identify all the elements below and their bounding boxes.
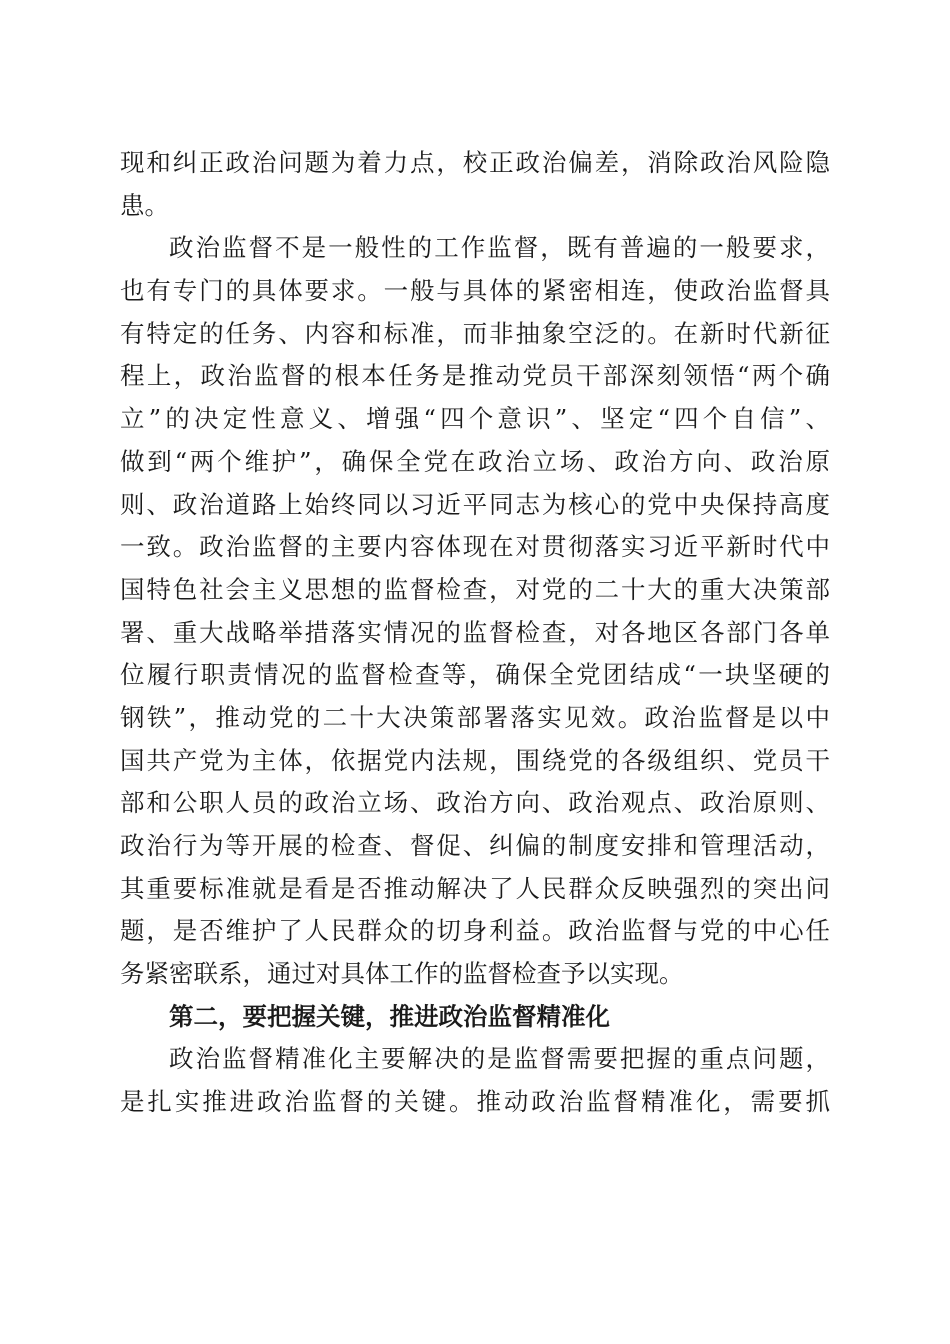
text-line: 也有专门的具体要求。一般与具体的紧密相连，使政治监督具 xyxy=(120,276,830,306)
text-line: 政治行为等开展的检查、督促、纠偏的制度安排和管理活动， xyxy=(120,831,830,860)
text-line: 一致。政治监督的主要内容体现在对贯彻落实习近平新时代中 xyxy=(120,532,830,562)
text-line: 务紧密联系，通过对具体工作的监督检查予以实现。 xyxy=(120,959,684,989)
text-line: 部和公职人员的政治立场、政治方向、政治观点、政治原则、 xyxy=(120,788,830,818)
text-line: 程上，政治监督的根本任务是推动党员干部深刻领悟“两个确 xyxy=(120,361,830,391)
body-text xyxy=(120,142,830,1124)
text-line: 有特定的任务、内容和标准，而非抽象空泛的。在新时代新征 xyxy=(120,318,830,348)
text-line: 位履行职责情况的监督检查等，确保全党团结成“一块坚硬的 xyxy=(120,660,830,690)
text-line: 则、政治道路上始终同以习近平同志为核心的党中央保持高度 xyxy=(120,489,830,519)
paragraph-first-line: 政治监督不是一般性的工作监督，既有普遍的一般要求， xyxy=(169,233,830,263)
text-line: 立”的决定性意义、增强“四个意识”、坚定“四个自信”、 xyxy=(120,404,830,434)
paragraph-first-line: 政治监督精准化主要解决的是监督需要把握的重点问题， xyxy=(169,1044,830,1074)
text-line: 其重要标准就是看是否推动解决了人民群众反映强烈的突出问 xyxy=(120,873,830,903)
text-line: 国特色社会主义思想的监督检查，对党的二十大的重大决策部 xyxy=(120,574,830,604)
text-line: 是扎实推进政治监督的关键。推动政治监督精准化，需要抓 xyxy=(120,1087,830,1117)
section-heading: 第二，要把握关键，推进政治监督精准化 xyxy=(169,1001,610,1031)
text-line: 国共产党为主体，依据党内法规，围绕党的各级组织、党员干 xyxy=(120,745,830,775)
text-line: 现和纠正政治问题为着力点，校正政治偏差，消除政治风险隐 xyxy=(120,148,830,177)
text-line: 钢铁”，推动党的二十大决策部署落实见效。政治监督是以中 xyxy=(120,702,830,732)
text-line: 做到“两个维护”，确保全党在政治立场、政治方向、政治原 xyxy=(120,446,830,476)
text-line: 患。 xyxy=(120,190,169,220)
text-line: 署、重大战略举措落实情况的监督检查，对各地区各部门各单 xyxy=(120,617,830,647)
text-line: 题，是否维护了人民群众的切身利益。政治监督与党的中心任 xyxy=(120,916,830,946)
